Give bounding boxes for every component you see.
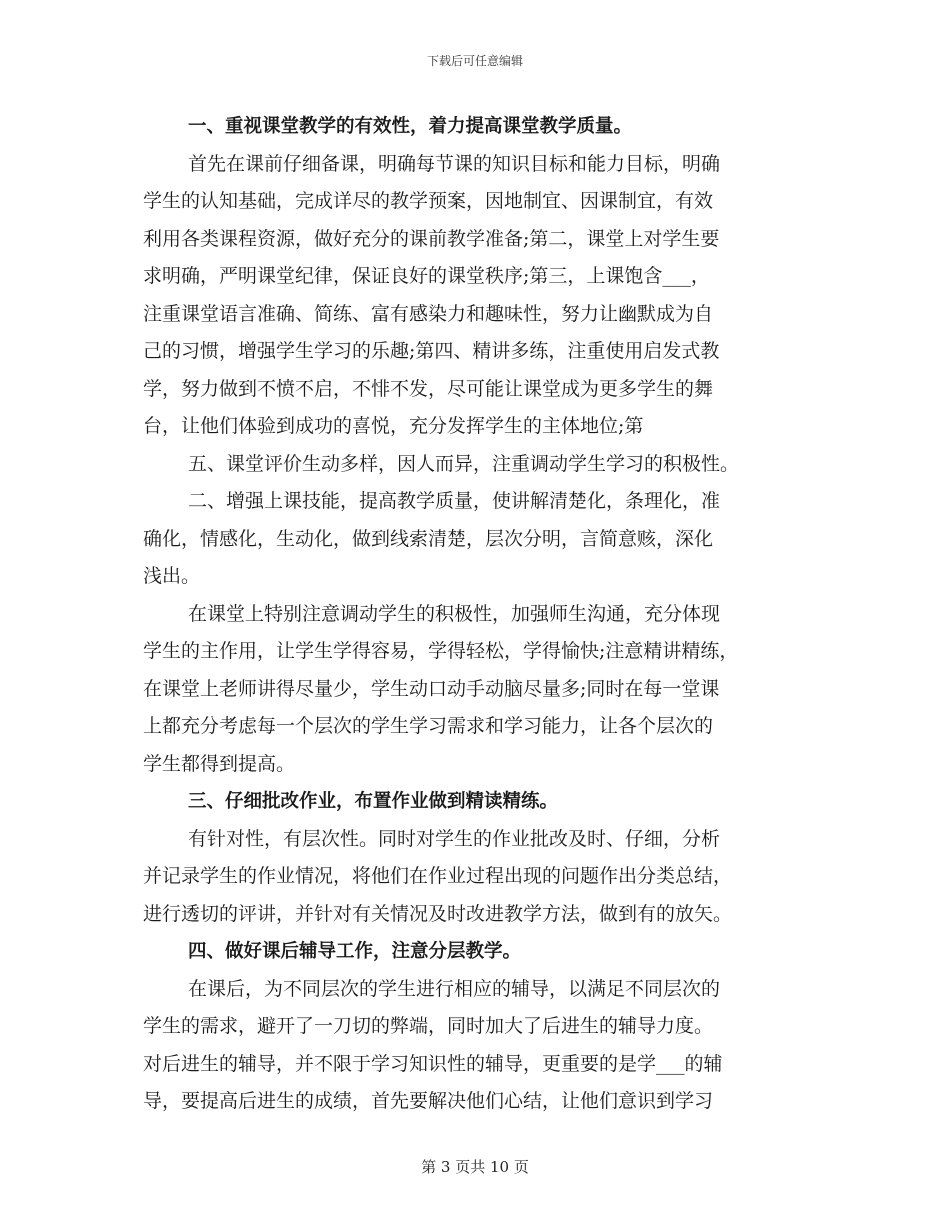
body-text-line: 有针对性，有层次性。同时对学生的作业批改及时、仔细，分析 xyxy=(188,827,721,850)
body-text-line: 并记录学生的作业情况，将他们在作业过程出现的问题作出分类总结， xyxy=(143,865,733,887)
page-number-footer: 第 3 页共 10 页 xyxy=(421,1158,529,1176)
document-body xyxy=(143,108,818,1121)
body-text-line: 注重课堂语言准确、简练、富有感染力和趣味性，努力让幽默成为自 xyxy=(143,302,714,325)
body-text-line: 在课堂上老师讲得尽量少，学生动口动手动脑尽量多;同时在每一堂课 xyxy=(143,677,720,700)
body-text-line: 学，努力做到不愤不启，不悱不发，尽可能让课堂成为更多学生的舞 xyxy=(143,377,714,400)
page-header-note: 下载后可任意编辑 xyxy=(426,54,523,68)
body-text-line: 利用各类课程资源，做好充分的课前教学准备;第二，课堂上对学生要 xyxy=(143,227,720,250)
body-text-line: 上都充分考虑每一个层次的学生学习需求和学习能力，让各个层次的 xyxy=(143,715,714,737)
body-text-line: 浅出。 xyxy=(143,565,201,587)
body-text-line: 进行透切的评讲，并针对有关情况及时改进教学方法，做到有的放矢。 xyxy=(143,902,733,925)
body-text-line: 台，让他们体验到成功的喜悦，充分发挥学生的主体地位;第 xyxy=(143,415,644,437)
body-text-line: 对后进生的辅导，并不限于学习知识性的辅导，更重要的是学___的辅 xyxy=(143,1052,723,1075)
body-text-line: 首先在课前仔细备课，明确每节课的知识目标和能力目标，明确 xyxy=(188,152,721,175)
body-text-line: 在课堂上特别注意调动学生的积极性，加强师生沟通，充分体现 xyxy=(188,602,721,625)
body-text-line: 求明确，严明课堂纪律，保证良好的课堂秩序;第三，上课饱含___， xyxy=(143,265,710,287)
body-text-line: 确化，情感化，生动化，做到线索清楚，层次分明，言简意赅，深化 xyxy=(143,527,714,550)
body-text-line: 学生的需求，避开了一刀切的弊端，同时加大了后进生的辅导力度。 xyxy=(143,1015,714,1037)
section-heading: 三、仔细批改作业，布置作业做到精读精练。 xyxy=(188,791,559,812)
body-text-line: 五、课堂评价生动多样，因人而异，注重调动学生学习的积极性。 xyxy=(188,452,740,475)
body-text-line: 导，要提高后进生的成绩，首先要解决他们心结，让他们意识到学习 xyxy=(143,1090,714,1112)
body-text-line: 学生的认知基础，完成详尽的教学预案，因地制宜、因课制宜，有效 xyxy=(143,190,714,212)
body-text-line: 己的习惯，增强学生学习的乐趣;第四、精讲多练，注重使用启发式教 xyxy=(143,340,720,362)
section-heading: 一、重视课堂教学的有效性，着力提高课堂教学质量。 xyxy=(188,116,633,137)
body-text-line: 在课后，为不同层次的学生进行相应的辅导，以满足不同层次的 xyxy=(188,977,721,1000)
body-text-line: 学生的主作用，让学生学得容易，学得轻松，学得愉快;注意精讲精练， xyxy=(143,640,739,662)
body-text-line: 二、增强上课技能，提高教学质量，使讲解清楚化，条理化，准 xyxy=(188,490,721,512)
section-heading: 四、做好课后辅导工作，注意分层教学。 xyxy=(188,941,522,962)
body-text-line: 学生都得到提高。 xyxy=(143,752,296,775)
